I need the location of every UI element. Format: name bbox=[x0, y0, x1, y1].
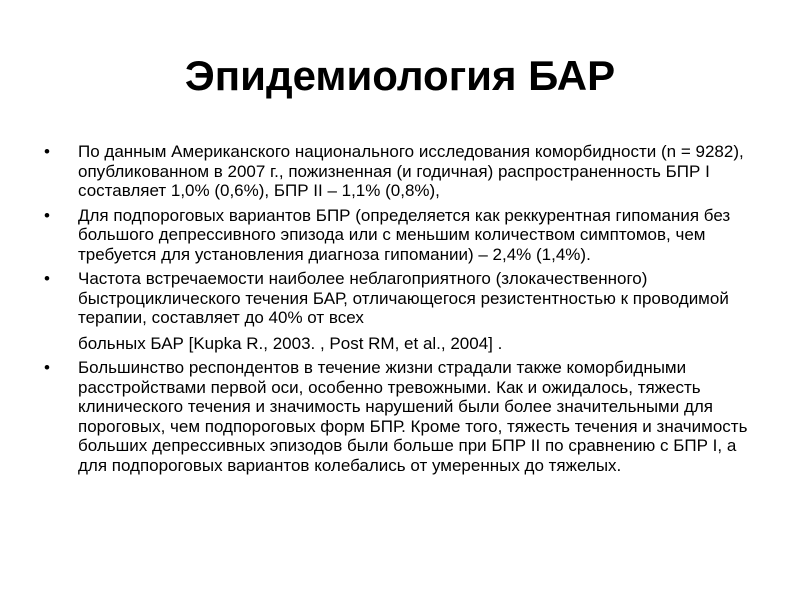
bullet-dot-icon: • bbox=[44, 269, 50, 288]
bullet-item-3 bbox=[40, 269, 760, 353]
bullet-text: Большинство респондентов в течение жизни страдали также коморбидными расстройствами первой оси, особенно тревожными. Как и ожидалось, тяжесть клинического течения и значимость нарушений были более значительными для пороговых, чем подпороговых форм БПР. Кроме того, тяжесть течения и значимость больших депрессивных эпизодов были больше при БПР II по сравнению с БПР I, а для подпороговых вариантов колебались от умеренных до тяжелых. bbox=[78, 358, 748, 475]
bullet-text: Частота встречаемости наиболее неблагоприятного (злокачественного) быстроциклического течения БАР, отличающегося резистентностью к проводимой терапии, составляет до 40% от всех bbox=[78, 269, 729, 327]
bullet-text: Для подпороговых вариантов БПР (определяется как реккурентная гипомания без большого депрессивного эпизода или с меньшим количеством симптомов, чем требуется для установления диагноза гипомании) – 2,4% (1,4%). bbox=[78, 205, 731, 264]
bullet-list bbox=[40, 142, 760, 480]
bullet-dot-icon: • bbox=[44, 358, 50, 377]
bullet-dot-icon: • bbox=[44, 142, 50, 161]
bullet-item-2 bbox=[40, 206, 760, 265]
bullet-item-1 bbox=[40, 142, 760, 201]
bullet-text: По данным Американского национального исследования коморбидности (n = 9282), опубликованном в 2007 г., пожизненная (и годичная) распространенность БПР I составляет 1,0% (0,6%), БПР II – 1,1% (0,8%), bbox=[78, 142, 744, 200]
bullet-item-4 bbox=[40, 358, 760, 475]
bullet-dot-icon: • bbox=[44, 205, 50, 225]
slide-title: Эпидемиология БАР bbox=[184, 52, 616, 99]
bullet-text-continuation: больных БАР [Kupka R., 2003. , Post RM, et al., 2004] . bbox=[78, 333, 503, 353]
